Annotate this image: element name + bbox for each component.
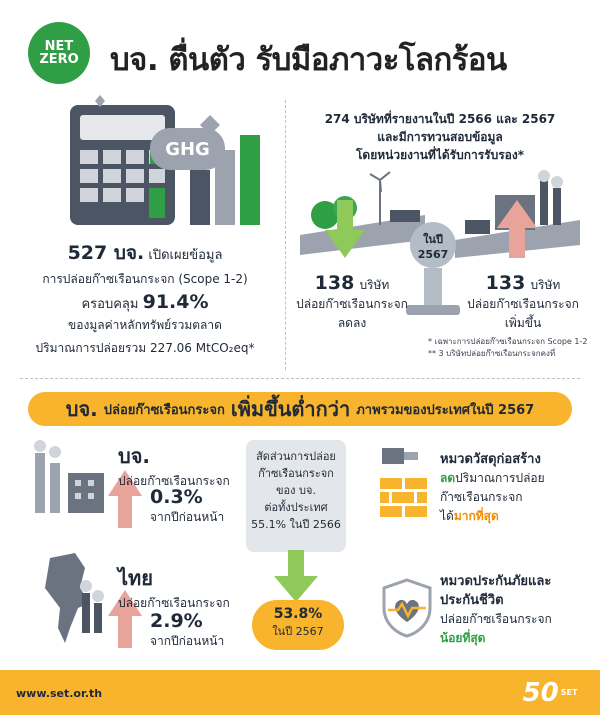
factory-icon [30,438,110,528]
seesaw-base [406,305,460,315]
construction-most: มากที่สุด [453,509,499,523]
construction-sector-block [440,450,590,526]
company-emission-value [150,486,260,527]
seesaw-stand [424,268,442,308]
increased-desc: ปล่อยก๊าซเรือนกระจก [467,297,579,311]
share-line-2: ก๊าซเรือนกระจก [258,467,334,480]
share-line-3: ของ บจ. [276,484,316,497]
banner-part-2: ปล่อยก๊าซเรือนกระจก [103,402,225,418]
decreased-unit: บริษัท [359,278,390,292]
company-desc: ปล่อยก๊าซเรือนกระจก [118,474,230,488]
coverage-prefix: ครอบคลุม [81,297,139,312]
construction-reduce: ลด [440,471,456,485]
footnote-1: * เฉพาะการปล่อยก๊าซเรือนกระจก Scope 1-2 [428,337,588,346]
total-emission-text: ปริมาณการปล่อยรวม 227.06 MtCO₂eq* [35,341,255,355]
increase-arrow-icon [497,200,537,260]
section-divider-horizontal [20,378,580,379]
company-sub: จากปีก่อนหน้า [150,510,225,524]
construction-line-3a: ได้ [440,509,454,523]
company-emission-block [118,440,258,491]
set-mark: SET [560,688,578,697]
decreased-companies [292,272,412,333]
insurance-line-1: ปล่อยก๊าซเรือนกระจก [440,612,552,626]
year-badge [410,222,456,268]
banner-part-4: ภาพรวมของประเทศในปี 2567 [356,402,535,418]
intro-line-1: 274 บริษัทที่รายงานในปี 2566 และ 2567 [324,112,556,126]
set-50-logo [515,670,585,715]
insurance-least: น้อยที่สุด [440,631,486,645]
year-label: ในปี [423,232,443,246]
insurance-sector-block [440,572,590,648]
thai-emission-value [150,610,260,651]
coverage-value: 91.4% [142,291,209,313]
share-new-value: 53.8% [273,606,323,622]
logo-text-net: NET [44,39,74,54]
insurance-title-1: หมวดประกันภัยและ [440,574,552,589]
construction-line-1: ปริมาณการปล่อย [455,471,545,485]
increased-companies [458,272,588,333]
ghg-cloud [150,128,225,170]
share-2567-cloud [252,600,344,650]
share-decrease-arrow-icon [274,550,318,602]
decrease-arrow-icon [325,200,365,260]
increased-count: 133 [485,272,526,294]
share-line-4: ต่อทั้งประเทศ [264,501,328,514]
footer-url[interactable]: www.set.or.th [16,687,103,700]
logo-text-zero: ZERO [39,52,79,67]
market-cap-text: ของมูลค่าหลักทรัพย์รวมตลาด [68,318,222,332]
thai-sub: จากปีก่อนหน้า [150,634,225,648]
year-value: 2567 [417,247,449,261]
company-value: 0.3% [150,486,203,508]
construction-line-2: ก๊าซเรือนกระจก [440,490,523,504]
thailand-map-icon [30,548,120,648]
increased-unit: บริษัท [530,278,561,292]
verified-intro [295,110,585,164]
heart-shield-icon [380,578,435,638]
footnotes [428,336,587,360]
decreased-count: 138 [314,272,355,294]
decreased-label: ลดลง [337,316,367,330]
share-new-year: ในปี 2567 [272,625,324,638]
construction-title: หมวดวัสดุก่อสร้าง [440,452,541,467]
disclosure-scope: การปล่อยก๊าซเรือนกระจก (Scope 1-2) [42,272,248,286]
net-zero-logo [28,22,90,84]
thai-value: 2.9% [150,610,203,632]
banner-part-3: เพิ่มขึ้นต่ำกว่า [230,397,351,421]
insurance-title-2: ประกันชีวิต [440,593,504,608]
disclosure-summary [20,238,270,358]
ghg-label: GHG [165,138,210,160]
intro-line-2: และมีการทวนสอบข้อมูล [377,130,503,144]
anniversary-number: 50 [522,677,559,708]
footnote-2: ** 3 บริษัทปล่อยก๊าซเรือนกระจกคงที่ [428,349,556,358]
share-line-1: สัดส่วนการปล่อย [256,450,336,463]
share-line-5: 55.1% ในปี 2566 [251,518,341,531]
disclosure-count: 527 บจ. [67,242,145,264]
headline-banner [28,392,572,426]
section-divider-vertical [285,100,286,370]
intro-line-3: โดยหน่วยงานที่ได้รับการรับรอง* [355,148,525,162]
decreased-desc: ปล่อยก๊าซเรือนกระจก [296,297,408,311]
bricks-icon [380,448,430,528]
banner-part-1: บจ. [65,397,98,421]
disclosure-count-suffix: เปิดเผยข้อมูล [148,248,223,263]
company-title: บจ. [118,444,151,468]
thai-title: ไทย [118,566,153,590]
increased-label: เพิ่มขึ้น [504,316,542,330]
share-2566-box [246,440,346,552]
thai-desc: ปล่อยก๊าซเรือนกระจก [118,596,230,610]
page-title: บจ. ตื่นตัว รับมือภาวะโลกร้อน [110,42,507,78]
thai-emission-block [118,562,258,613]
